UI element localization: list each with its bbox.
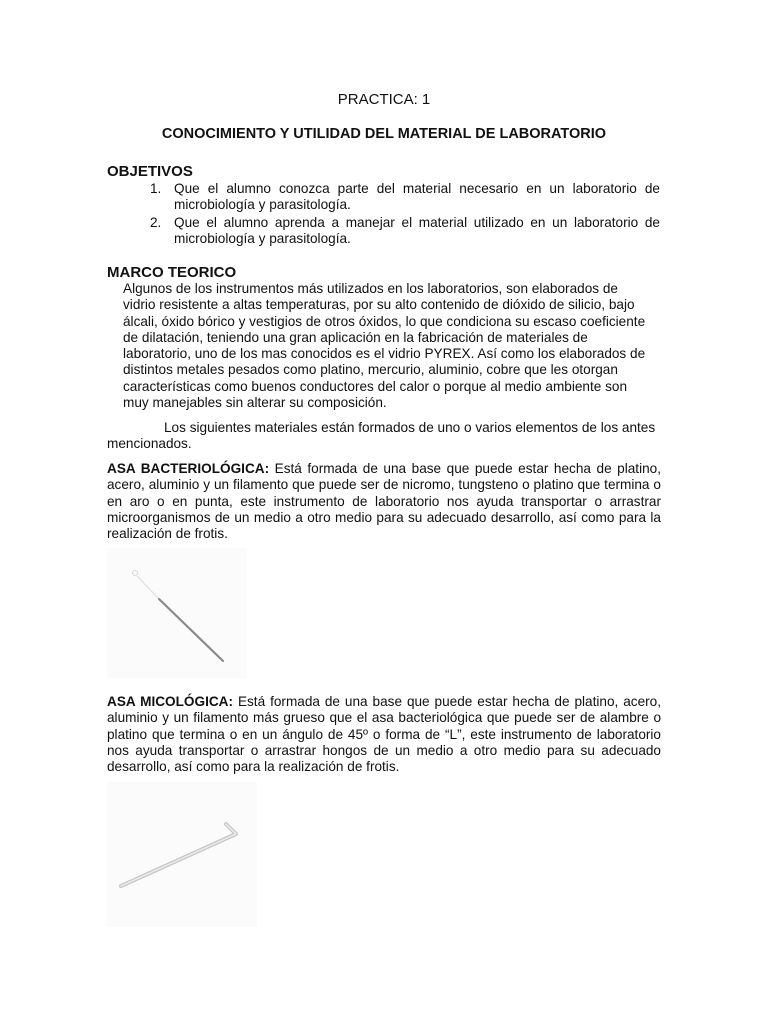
marco-heading: MARCO TEORICO [107, 264, 237, 281]
objetivos-heading: OBJETIVOS [107, 163, 193, 180]
asa-micologica-paragraph [107, 694, 661, 775]
marco-line: distintos metales pesados como platino, mercurio, aluminio, cobre que les otorgan [123, 362, 618, 378]
loop-filament [137, 576, 159, 599]
objetivo-number: 2. [150, 215, 162, 230]
asa-micologica-label: ASA MICOLÓGICA: [107, 694, 234, 709]
marco-line: muy manejables sin alterar su composición. [123, 395, 387, 411]
asa-bacteriologica-label: ASA BACTERIOLÓGICA: [107, 461, 270, 476]
marco-line: vidrio resistente a altas temperaturas, por su alto contenido de dióxido de silicio, bajo [123, 297, 635, 313]
asa-bacteriologica-text: Está formada de una base que puede estar hecha de platino, acero, aluminio y un filamento que puede ser de nicromo, tungsteno o platino que termina o en aro o en punta, este instrumento de laboratorio nos ayuda transportar o arrastrar microorganismos de un medio a otro medio para su adecuado desarrollo, así como para la realización de frotis. [107, 461, 661, 542]
inoculating-loop-drawing [107, 548, 247, 678]
l-shaped-loop-drawing [107, 782, 257, 927]
l-loop-body [121, 824, 236, 886]
loop-handle [159, 599, 223, 661]
objetivos-list [150, 181, 660, 249]
marco-line: álcali, óxido bórico y vestigios de otros óxidos, lo que condiciona su escaso coeficiente [123, 313, 646, 329]
objetivo-number: 1. [150, 181, 162, 196]
marco-paragraph [123, 281, 663, 411]
asa-micologica-text: Está formada de una base que puede estar hecha de platino, acero, aluminio y un filamento más grueso que el asa bacteriológica que puede ser de alambre o platino que termina o en un ángulo de 45º o forma de “L”, este instrumento de laboratorio nos ayuda transportar o arrastrar hongos de un medio a otro medio para su adecuado desarrollo, así como para la realización de frotis. [107, 694, 661, 775]
objetivo-text: Que el alumno aprenda a manejar el material utilizado en un laboratorio de microbiología y parasitología. [174, 215, 660, 246]
asa-micologica-image [107, 782, 257, 927]
asa-bacteriologica-image [107, 548, 247, 678]
practice-title: PRACTICA: 1 [337, 91, 431, 108]
objetivo-text: Que el alumno conozca parte del material necesario en un laboratorio de microbiología y parasitología. [174, 181, 660, 212]
objetivo-item [150, 181, 660, 213]
marco-line: Algunos de los instrumentos más utilizados en los laboratorios, son elaborados de [123, 281, 618, 296]
marco-intro: Los siguientes materiales están formados de uno o varios elementos de los antes mencionados. [107, 420, 656, 452]
objetivo-item [150, 215, 660, 247]
main-heading: CONOCIMIENTO Y UTILIDAD DEL MATERIAL DE LABORATORIO [161, 126, 607, 142]
marco-line: laboratorio, uno de los mas conocidos es el vidrio PYREX. Así como los elaborados de [123, 346, 646, 362]
loop-tip [133, 571, 138, 576]
asa-bacteriologica-paragraph [107, 461, 661, 542]
marco-line: de dilatación, teniendo una gran aplicación en la fabricación de materiales de [123, 329, 588, 345]
marco-line: características como buenos conductores del calor o porque al medio ambiente son [123, 378, 628, 394]
